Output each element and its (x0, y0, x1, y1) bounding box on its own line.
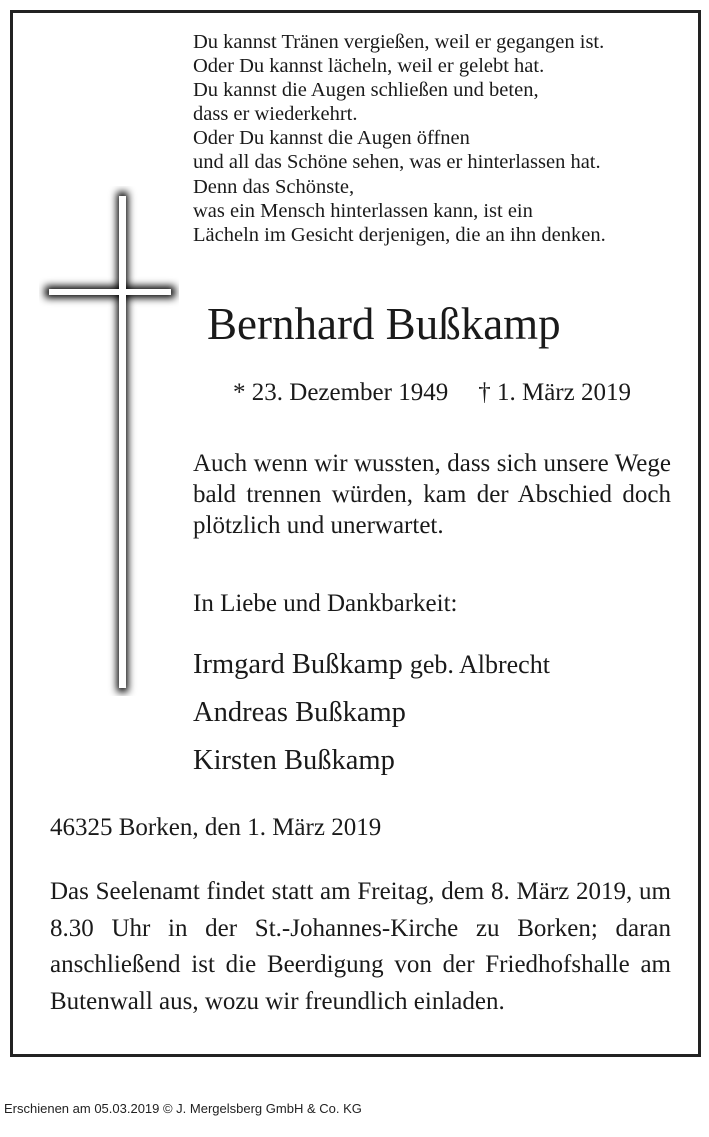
birth-date: * 23. Dezember 1949 (233, 379, 449, 406)
poem-line: und all das Schöne sehen, was er hinterlassen hat. (193, 151, 601, 174)
mourner-name: Andreas Bußkamp (193, 697, 406, 728)
mourners-list (193, 641, 550, 785)
service-announcement: Das Seelenamt findet statt am Freitag, dem 8. März 2019, um 8.30 Uhr in der St.-Johannes-Kirche zu Borken; daran anschließend ist die Beerdigung von der Friedhofshalle am Butenwall aus, wozu wir freundlich einladen. (50, 878, 671, 1016)
obituary-frame (10, 10, 701, 1057)
mourner-entry (193, 689, 550, 737)
poem-line: Du kannst die Augen schließen und beten, (193, 79, 539, 102)
mourner-entry (193, 641, 550, 689)
cross-icon (39, 186, 179, 696)
publication-footer: Erschienen am 05.03.2019 © J. Mergelsberg GmbH & Co. KG (4, 1101, 362, 1116)
mourner-entry (193, 737, 550, 785)
poem-line: Oder Du kannst lächeln, weil er gelebt hat. (193, 55, 545, 78)
death-date: † 1. März 2019 (478, 379, 631, 406)
poem-line: Denn das Schönste, (193, 175, 355, 198)
deceased-name: Bernhard Bußkamp (207, 299, 561, 349)
poem-line: Oder Du kannst die Augen öffnen (193, 127, 470, 150)
mourner-name: Irmgard Bußkamp (193, 649, 403, 680)
poem (193, 30, 693, 247)
place-date: 46325 Borken, den 1. März 2019 (50, 814, 382, 841)
farewell-quote: Auch wenn wir wussten, dass sich unsere Wege bald trennen würden, kam der Abschied doch plötzlich und unerwartet. (193, 450, 671, 539)
poem-line: was ein Mensch hinterlassen kann, ist ein (193, 199, 533, 222)
poem-line: Du kannst Tränen vergießen, weil er gegangen ist. (193, 31, 605, 53)
life-dates (207, 378, 657, 408)
mourner-suffix: geb. Albrecht (409, 650, 550, 679)
mourner-name: Kirsten Bußkamp (193, 745, 395, 776)
mourners-intro: In Liebe und Dankbarkeit: (193, 590, 458, 617)
poem-line: Lächeln im Gesicht derjenigen, die an ihn denken. (193, 223, 606, 246)
poem-line: dass er wiederkehrt. (193, 103, 358, 126)
